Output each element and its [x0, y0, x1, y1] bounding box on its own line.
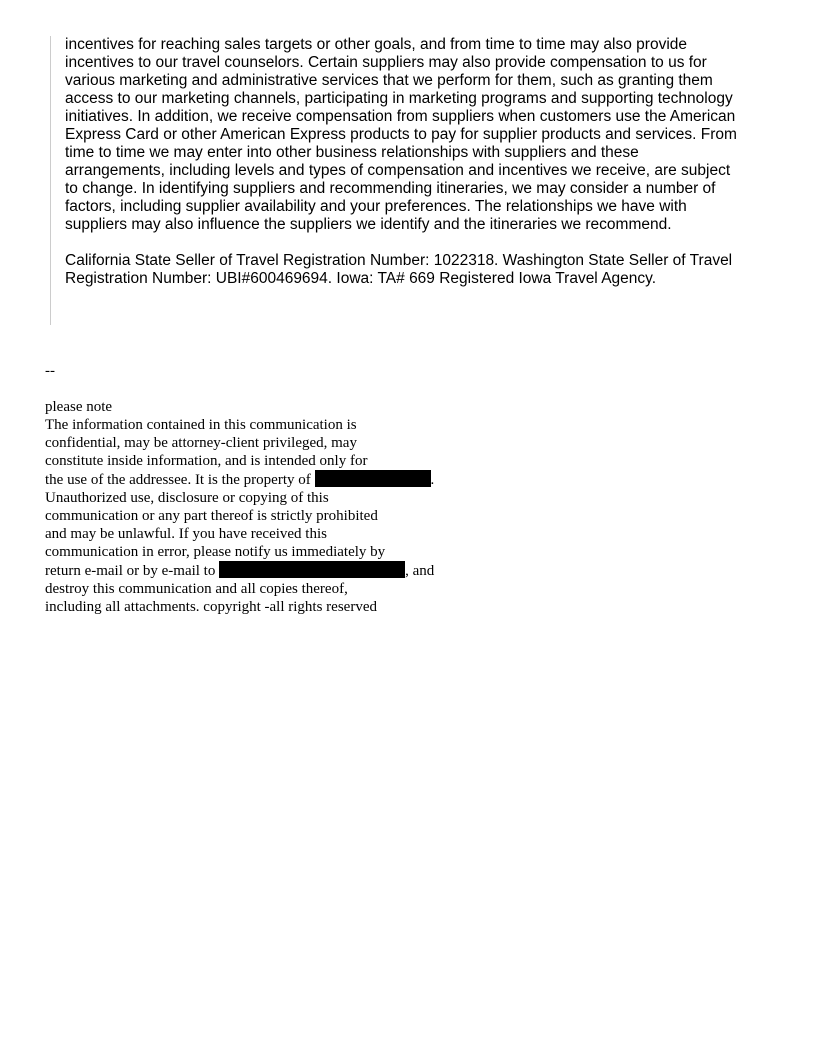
- signature-separator: --: [45, 363, 55, 379]
- paragraph-line: time to time we may enter into other business relationships with suppliers and these: [65, 144, 639, 161]
- disclaimer-text: .: [430, 472, 435, 488]
- paragraph-line: suppliers may also influence the suppliers we identify and the itineraries we recommend.: [65, 216, 672, 233]
- email-signature-disclaimer: [45, 362, 485, 616]
- disclaimer-line: and may be unlawful. If you have received this: [45, 526, 327, 542]
- redacted-email-address: [219, 561, 405, 578]
- disclaimer-line: including all attachments. copyright -all rights reserved: [45, 599, 377, 615]
- paragraph-line: various marketing and administrative services that we perform for them, such as granting them: [65, 72, 713, 89]
- paragraph-line: initiatives. In addition, we receive compensation from suppliers when customers use the American: [65, 108, 736, 125]
- disclaimer-heading: please note: [45, 399, 113, 415]
- paragraph-line: incentives to our travel counselors. Certain suppliers may also provide compensation to us for: [65, 54, 707, 71]
- paragraph-line: Registration Number: UBI#600469694. Iowa: TA# 669 Registered Iowa Travel Agency.: [65, 270, 657, 287]
- registration-numbers-paragraph: [65, 252, 762, 288]
- redacted-company-name: [315, 470, 431, 487]
- disclaimer-line: Unauthorized use, disclosure or copying of this: [45, 490, 329, 506]
- paragraph-line: California State Seller of Travel Registration Number: 1022318. Washington State Seller of Travel: [65, 252, 733, 269]
- paragraph-line: incentives for reaching sales targets or other goals, and from time to time may also provide: [65, 36, 688, 53]
- paragraph-line: to change. In identifying suppliers and recommending itineraries, we may consider a number of: [65, 180, 716, 197]
- disclaimer-line: [45, 561, 485, 580]
- line-spacer: [45, 380, 485, 398]
- supplier-compensation-paragraph: [65, 36, 762, 234]
- disclaimer-line: constitute inside information, and is intended only for: [45, 453, 368, 469]
- paragraph-line: Express Card or other American Express products to pay for supplier products and services. From: [65, 126, 737, 143]
- paragraph-line: arrangements, including levels and types of compensation and incentives we receive, are subject: [65, 162, 731, 179]
- disclaimer-line: destroy this communication and all copies thereof,: [45, 581, 348, 597]
- disclaimer-line: confidential, may be attorney-client privileged, may: [45, 435, 357, 451]
- disclaimer-line: The information contained in this communication is: [45, 417, 357, 433]
- paragraph-spacer: [65, 234, 762, 252]
- disclaimer-text: return e-mail or by e-mail to: [45, 563, 220, 579]
- disclaimer-text: the use of the addressee. It is the property of: [45, 472, 315, 488]
- disclaimer-line: [45, 470, 485, 489]
- disclaimer-line: communication or any part thereof is strictly prohibited: [45, 508, 378, 524]
- paragraph-line: access to our marketing channels, participating in marketing programs and supporting technology: [65, 90, 733, 107]
- paragraph-line: factors, including supplier availability and your preferences. The relationships we have with: [65, 198, 687, 215]
- disclaimer-line: communication in error, please notify us immediately by: [45, 544, 386, 560]
- disclaimer-text: , and: [405, 563, 435, 579]
- quoted-disclosure-block: [50, 36, 762, 325]
